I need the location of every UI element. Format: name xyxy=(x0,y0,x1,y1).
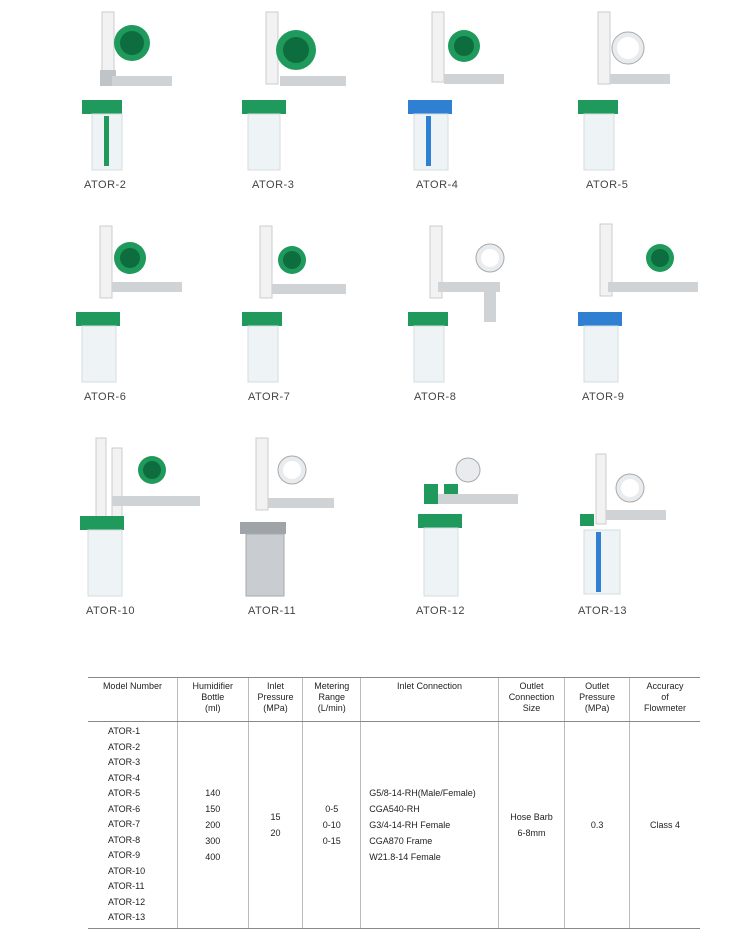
table-row xyxy=(88,722,700,929)
product-caption: ATOR-6 xyxy=(84,391,127,403)
table-header-row xyxy=(88,678,700,722)
product-ator-10 xyxy=(72,434,242,634)
regulator-image xyxy=(404,220,574,390)
header-outlet-pressure: Outlet Pressure (MPa) xyxy=(565,678,630,722)
regulator-image xyxy=(574,220,744,390)
accuracy-value: Class 4 xyxy=(630,722,700,929)
product-caption: ATOR-3 xyxy=(252,179,295,191)
humidifier-values: 140 150 200 300 400 xyxy=(177,722,248,929)
product-caption: ATOR-11 xyxy=(248,605,297,617)
header-humidifier: Humidifier Bottle (ml) xyxy=(177,678,248,722)
regulator-image xyxy=(404,8,574,178)
product-ator-6 xyxy=(72,220,242,420)
regulator-image xyxy=(72,8,242,178)
product-ator-8 xyxy=(404,220,574,420)
header-inlet-pressure: Inlet Pressure (MPa) xyxy=(248,678,303,722)
regulator-image xyxy=(72,434,242,604)
product-ator-3 xyxy=(238,8,408,208)
product-caption: ATOR-2 xyxy=(84,179,127,191)
regulator-image xyxy=(404,434,574,604)
product-ator-5 xyxy=(574,8,744,208)
regulator-image xyxy=(238,220,408,390)
regulator-image xyxy=(72,220,242,390)
product-caption: ATOR-12 xyxy=(416,605,465,617)
outlet-pressure-value: 0.3 xyxy=(565,722,630,929)
product-caption: ATOR-5 xyxy=(586,179,629,191)
product-caption: ATOR-10 xyxy=(86,605,135,617)
regulator-image xyxy=(238,8,408,178)
header-model: Model Number xyxy=(88,678,177,722)
header-metering-range: Metering Range (L/min) xyxy=(303,678,361,722)
product-caption: ATOR-7 xyxy=(248,391,291,403)
product-ator-9 xyxy=(574,220,744,420)
model-list: ATOR-1 ATOR-2 ATOR-3 ATOR-4 ATOR-5 ATOR-6 ATOR-7 ATOR-8 ATOR-9 ATOR-10 ATOR-11 ATOR-12 ATOR-13 xyxy=(88,722,177,929)
product-caption: ATOR-8 xyxy=(414,391,457,403)
product-caption: ATOR-9 xyxy=(582,391,625,403)
regulator-image xyxy=(574,434,744,604)
regulator-image xyxy=(574,8,744,178)
product-caption: ATOR-13 xyxy=(578,605,627,617)
product-ator-13 xyxy=(574,434,744,634)
product-caption: ATOR-4 xyxy=(416,179,459,191)
header-outlet-size: Outlet Connection Size xyxy=(498,678,564,722)
header-accuracy: Accuracy of Flowmeter xyxy=(630,678,700,722)
metering-values: 0-5 0-10 0-15 xyxy=(303,722,361,929)
regulator-image xyxy=(238,434,408,604)
product-ator-4 xyxy=(404,8,574,208)
outlet-size-values: Hose Barb 6-8mm xyxy=(498,722,564,929)
product-ator-11 xyxy=(238,434,408,634)
spec-table xyxy=(88,677,700,929)
inlet-pressure-values: 15 20 xyxy=(248,722,303,929)
product-ator-7 xyxy=(238,220,408,420)
product-ator-12 xyxy=(404,434,574,634)
inlet-connection-values: G5/8-14-RH(Male/Female) CGA540-RH G3/4-14-RH Female CGA870 Frame W21.8-14 Female xyxy=(361,722,499,929)
product-ator-2 xyxy=(72,8,242,208)
header-inlet-connection: Inlet Connection xyxy=(361,678,499,722)
